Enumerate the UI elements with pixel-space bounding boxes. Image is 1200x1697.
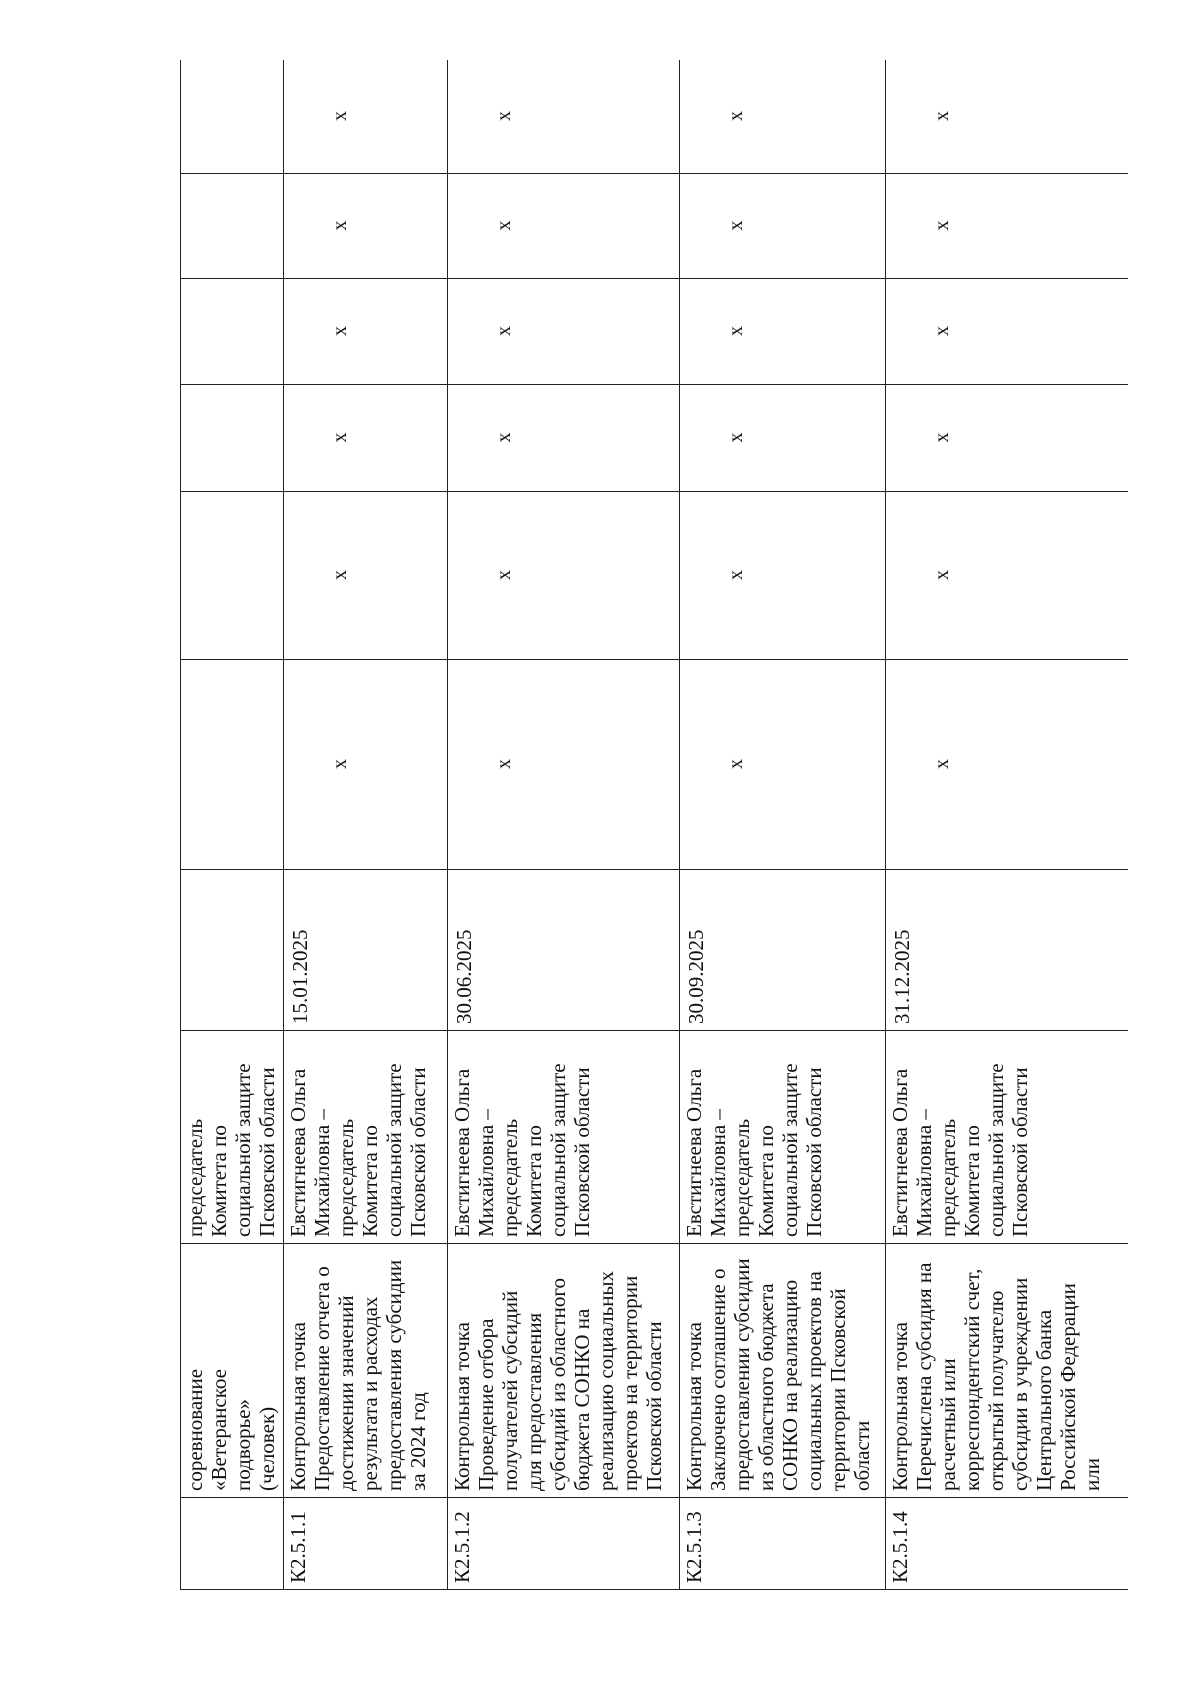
name-line: Контрольная точка [888,1321,912,1491]
mark-cell: х [680,492,886,660]
table-row [284,60,448,1590]
responsible-line: Комитета по [207,1125,231,1237]
name-line: территории Псковской [826,1288,850,1491]
responsible-line: Евстигнеева Ольга [450,1068,474,1237]
mark-cell [181,60,284,174]
responsible-line: председатель [730,1118,754,1237]
name-line: соревнование «Ветеранское [183,1368,231,1491]
mark-cell: х [284,385,448,492]
name-line: открытый получателю [984,1290,1008,1491]
mark-cell: х [680,174,886,279]
mark-cell: х [680,279,886,385]
responsible-line: Евстигнеева Ольга [682,1068,706,1237]
mark-cell: х [448,660,680,870]
mark-cell: х [448,279,680,385]
name-line: (человек) [255,1406,279,1491]
name-line: субсидии в учреждении [1008,1277,1032,1491]
name-line: Проведение отбора [474,1318,498,1491]
mark-cell: х [448,174,680,279]
name-line: корреспондентский счет, [960,1268,984,1491]
responsible-line: председатель [183,1118,207,1237]
mark-cell: х [886,279,1129,385]
name-line: Контрольная точка [286,1321,310,1491]
name-line: предоставлении субсидии [730,1258,754,1491]
responsible-line: Псковской области [802,1067,826,1237]
name-line: достижении значений [334,1295,358,1491]
mark-cell: х [284,492,448,660]
mark-cell: х [680,60,886,174]
name-line: подворье» [231,1399,255,1491]
date-cell: 31.12.2025 [886,870,1129,1031]
mark-cell: х [886,492,1129,660]
rotated-table-container [180,60,1128,1590]
control-points-table [180,60,1128,1590]
mark-cell: х [680,385,886,492]
mark-cell: х [680,660,886,870]
date-cell [181,870,284,1031]
responsible-line: Псковской области [1008,1067,1032,1237]
responsible-cell [448,1031,680,1244]
table-row [680,60,886,1590]
date-cell: 15.01.2025 [284,870,448,1031]
code-cell: К2.5.1.1 [284,1498,448,1590]
responsible-line: Комитета по [960,1125,984,1237]
responsible-line: социальной защите [778,1063,802,1237]
name-line: Псковской области [642,1321,666,1491]
responsible-line: социальной защите [231,1063,255,1237]
code-cell: К2.5.1.4 [886,1498,1129,1590]
name-cell [886,1244,1129,1498]
table-row [886,60,1129,1590]
name-line: социальных проектов на [802,1271,826,1491]
name-line: Российской Федерации или [1056,1283,1104,1491]
responsible-line: социальной защите [546,1063,570,1237]
name-line: области [850,1420,874,1491]
name-cell [448,1244,680,1498]
responsible-cell [886,1031,1129,1244]
responsible-line: Михайловна – [474,1109,498,1237]
name-line: из областного бюджета [754,1283,778,1491]
name-line: Центрального банка [1032,1309,1056,1491]
responsible-line: Михайловна – [310,1109,334,1237]
name-cell [284,1244,448,1498]
responsible-cell [181,1031,284,1244]
name-line: за 2024 год [406,1392,430,1491]
name-cell [680,1244,886,1498]
responsible-line: председатель [334,1118,358,1237]
code-cell [181,1498,284,1590]
mark-cell: х [284,279,448,385]
name-line: СОНКО на реализацию [778,1279,802,1491]
mark-cell [181,385,284,492]
name-line: получателей субсидий [498,1290,522,1491]
mark-cell: х [886,660,1129,870]
mark-cell [181,279,284,385]
mark-cell: х [448,385,680,492]
responsible-line: Псковской области [570,1067,594,1237]
mark-cell: х [886,60,1129,174]
mark-cell: х [284,660,448,870]
name-line: проектов на территории [618,1275,642,1491]
mark-cell: х [448,60,680,174]
mark-cell: х [284,60,448,174]
mark-cell: х [886,385,1129,492]
name-line: Контрольная точка [682,1321,706,1491]
name-line: предоставления субсидии [382,1259,406,1491]
responsible-line: социальной защите [382,1063,406,1237]
responsible-line: председатель [936,1118,960,1237]
responsible-line: председатель [498,1118,522,1237]
table-row [181,60,284,1590]
name-line: расчетный или [936,1358,960,1491]
name-line: бюджета СОНКО на [570,1308,594,1491]
responsible-line: социальной защите [984,1063,1008,1237]
mark-cell [181,492,284,660]
responsible-line: Михайловна – [912,1109,936,1237]
mark-cell [181,660,284,870]
code-cell: К2.5.1.2 [448,1498,680,1590]
responsible-line: Евстигнеева Ольга [888,1068,912,1237]
responsible-line: Псковской области [255,1067,279,1237]
responsible-line: Псковской области [406,1067,430,1237]
mark-cell [181,174,284,279]
name-line: Предоставление отчета о [310,1266,334,1491]
date-cell: 30.06.2025 [448,870,680,1031]
responsible-line: Евстигнеева Ольга [286,1068,310,1237]
name-line: результата и расходах [358,1296,382,1491]
name-cell [181,1244,284,1498]
name-line: для предоставления [522,1312,546,1491]
name-line: Перечислена субсидия на [912,1262,936,1491]
responsible-line: Комитета по [754,1125,778,1237]
date-cell: 30.09.2025 [680,870,886,1031]
responsible-line: Комитета по [522,1125,546,1237]
responsible-line: Михайловна – [706,1109,730,1237]
mark-cell: х [284,174,448,279]
name-line: субсидий из областного [546,1278,570,1491]
name-line: Заключено соглашение о [706,1268,730,1491]
name-line: реализацию социальных [594,1270,618,1491]
mark-cell: х [886,174,1129,279]
name-line: Контрольная точка [450,1321,474,1491]
mark-cell: х [448,492,680,660]
table-row [448,60,680,1590]
code-cell: К2.5.1.3 [680,1498,886,1590]
responsible-cell [284,1031,448,1244]
responsible-line: Комитета по [358,1125,382,1237]
responsible-cell [680,1031,886,1244]
